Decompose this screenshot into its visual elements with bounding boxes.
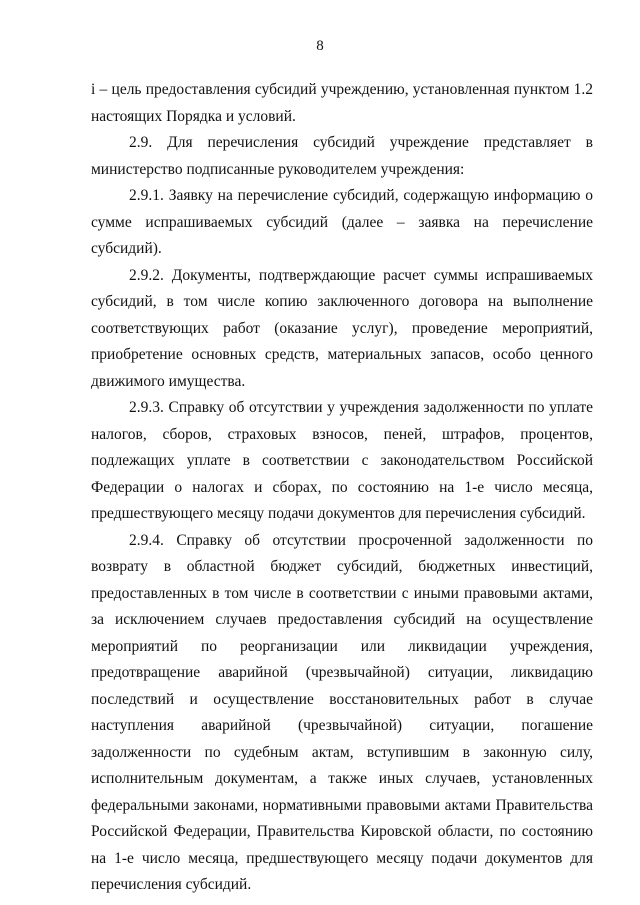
paragraph-2-9-2: 2.9.2. Документы, подтверждающие расчет суммы испрашиваемых субсидий, в том числе копию заключенного договора на выполнение соответствующих работ (оказание услуг), проведение мероприятий, приобретение основных средств, материальных запасов, особо ценного движимого имущества. <box>91 266 593 390</box>
paragraph-2-9-1: 2.9.1. Заявку на перечисление субсидий, содержащую информацию о сумме испрашиваемых субсидий (далее – заявка на перечисление субсидий). <box>91 187 593 257</box>
paragraph-2-9: 2.9. Для перечисления субсидий учреждение представляет в министерство подписанные руководителем учреждения: <box>91 134 593 178</box>
paragraph-goal-definition: i – цель предоставления субсидий учреждению, установленная пунктом 1.2 настоящих Порядка и условий. <box>91 81 593 125</box>
paragraph-2-9-4: 2.9.4. Справку об отсутствии просроченной задолженности по возврату в областной бюджет субсидий, бюджетных инвестиций, предоставленных в том числе в соответствии с иными правовыми актами, за исключением случаев предоставления субсидий на осуществление мероприятий по реорганизации или ликвидации учреждения, предотвращение аварийной (чрезвычайной) ситуации, ликвидацию последствий и осуществление восстановительных работ в случае наступления аварийной (чрезвычайной) ситуации, погашение задолженности по судебным актам, вступившим в законную силу, исполнительным документам, а также иных случаев, установленных федеральными законами, нормативными правовыми актами Правительства Российской Федерации, Правительства Кировской области, по состоянию на 1-е число месяца, предшествующего месяцу подачи документов для перечисления субсидий. <box>91 531 593 893</box>
document-body <box>91 77 593 899</box>
page-number: 8 <box>316 38 324 54</box>
paragraph-2-9-3: 2.9.3. Справку об отсутствии у учреждения задолженности по уплате налогов, сборов, страховых взносов, пеней, штрафов, процентов, подлежащих уплате в соответствии с законодательством Российской Федерации о налогах и сборах, по состоянию на 1-е число месяца, предшествующего месяцу подачи документов для перечисления субсидий. <box>91 399 593 522</box>
